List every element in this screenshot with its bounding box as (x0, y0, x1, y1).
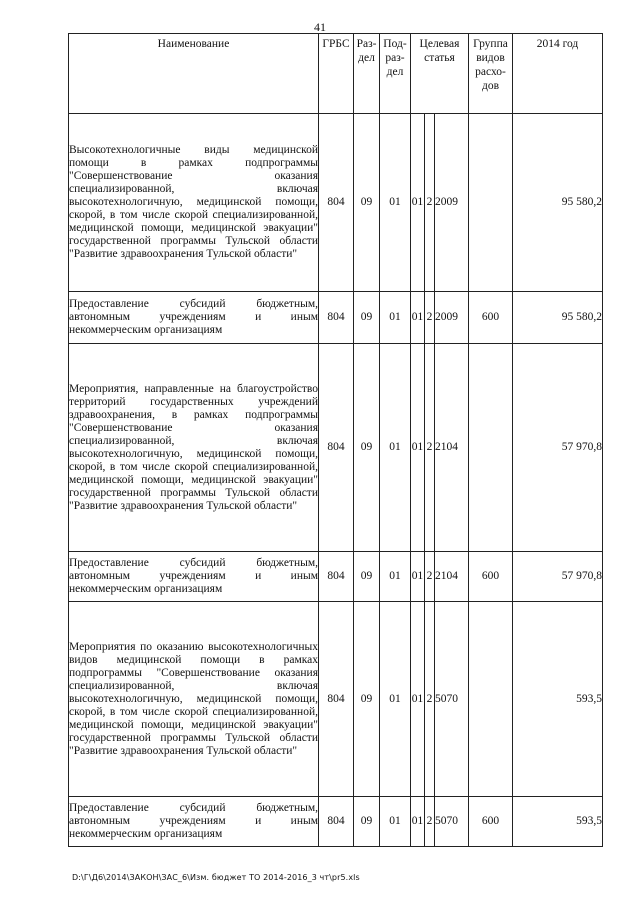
header-podrazdel: Под- раз- дел (380, 34, 411, 114)
row-target-part2: 2 (425, 114, 435, 292)
header-row (69, 34, 603, 114)
row-razdel: 09 (354, 344, 380, 552)
row-podrazdel: 01 (380, 602, 411, 797)
row-expense-group: 600 (469, 552, 513, 602)
table-row (69, 602, 603, 797)
row-target-part3: 2104 (435, 344, 469, 552)
row-target-part3: 2009 (435, 292, 469, 344)
row-target-part3: 2104 (435, 552, 469, 602)
row-target-part3: 5070 (435, 602, 469, 797)
row-expense-group: 600 (469, 797, 513, 847)
row-target-part1: 01 (411, 292, 425, 344)
table-row (69, 114, 603, 292)
row-razdel: 09 (354, 797, 380, 847)
page-number: 41 (314, 20, 326, 34)
row-target-part2: 2 (425, 602, 435, 797)
row-target-part2: 2 (425, 292, 435, 344)
row-expense-group: 600 (469, 292, 513, 344)
header-name: Наименование (69, 34, 319, 114)
row-target-part2: 2 (425, 797, 435, 847)
row-name: Предоставление субсидий бюджетным, автономным учреждениям и иным некоммерческим организациям (69, 797, 319, 847)
header-year-2014: 2014 год (513, 34, 603, 114)
row-name: Предоставление субсидий бюджетным, автономным учреждениям и иным некоммерческим организациям (69, 292, 319, 344)
row-expense-group (469, 602, 513, 797)
row-grbs: 804 (319, 114, 354, 292)
budget-table (68, 33, 603, 847)
row-amount: 593,5 (513, 602, 603, 797)
row-amount: 95 580,2 (513, 114, 603, 292)
row-expense-group (469, 344, 513, 552)
row-podrazdel: 01 (380, 344, 411, 552)
row-podrazdel: 01 (380, 292, 411, 344)
row-podrazdel: 01 (380, 797, 411, 847)
row-amount: 57 970,8 (513, 344, 603, 552)
row-target-part2: 2 (425, 344, 435, 552)
row-name: Мероприятия, направленные на благоустройство территорий государственных учреждений здравоохранения, в рамках подпрограммы "Совершенствование оказания специализированной, включая высокотехнологичную, медицинской помощи, скорой, в том числе скорой специализированной, медицинской помощи, медицинской эвакуации" государственной программы Тульской области "Развитие здравоохранения Тульской области" (69, 344, 319, 552)
table-row (69, 344, 603, 552)
row-razdel: 09 (354, 602, 380, 797)
header-razdel: Раз- дел (354, 34, 380, 114)
row-target-part3: 5070 (435, 797, 469, 847)
row-target-part1: 01 (411, 552, 425, 602)
row-target-part1: 01 (411, 797, 425, 847)
row-amount: 593,5 (513, 797, 603, 847)
row-target-part3: 2009 (435, 114, 469, 292)
file-path-footer: D:\Г\Д6\2014\ЗАКОН\ЗАС_6\Изм. бюджет ТО 2014-2016_3 чт\pr5.xls (72, 873, 360, 882)
row-expense-group (469, 114, 513, 292)
row-grbs: 804 (319, 552, 354, 602)
table-row (69, 552, 603, 602)
table-row (69, 797, 603, 847)
row-name: Мероприятия по оказанию высокотехнологичных видов медицинской помощи в рамках подпрограммы "Совершенствование оказания специализированной, включая высокотехнологичную, медицинской помощи, скорой, в том числе скорой специализированной, медицинской помощи, медицинской эвакуации" государственной программы Тульской области "Развитие здравоохранения Тульской области" (69, 602, 319, 797)
row-target-part1: 01 (411, 344, 425, 552)
row-razdel: 09 (354, 114, 380, 292)
row-name: Предоставление субсидий бюджетным, автономным учреждениям и иным некоммерческим организациям (69, 552, 319, 602)
header-target-article: Целевая статья (411, 34, 469, 114)
row-razdel: 09 (354, 552, 380, 602)
row-grbs: 804 (319, 797, 354, 847)
row-target-part1: 01 (411, 602, 425, 797)
row-grbs: 804 (319, 602, 354, 797)
row-name: Высокотехнологичные виды медицинской помощи в рамках подпрограммы "Совершенствование оказания специализированной, включая высокотехнологичную, медицинской помощи, скорой, в том числе скорой специализированной, медицинской помощи, медицинской эвакуации" государственной программы Тульской области "Развитие здравоохранения Тульской области" (69, 114, 319, 292)
row-target-part1: 01 (411, 114, 425, 292)
row-podrazdel: 01 (380, 552, 411, 602)
table-row (69, 292, 603, 344)
header-grbs: ГРБС (319, 34, 354, 114)
row-razdel: 09 (354, 292, 380, 344)
row-grbs: 804 (319, 292, 354, 344)
row-amount: 95 580,2 (513, 292, 603, 344)
row-amount: 57 970,8 (513, 552, 603, 602)
row-grbs: 804 (319, 344, 354, 552)
header-expense-group: Группа видов расхо- дов (469, 34, 513, 114)
row-target-part2: 2 (425, 552, 435, 602)
row-podrazdel: 01 (380, 114, 411, 292)
